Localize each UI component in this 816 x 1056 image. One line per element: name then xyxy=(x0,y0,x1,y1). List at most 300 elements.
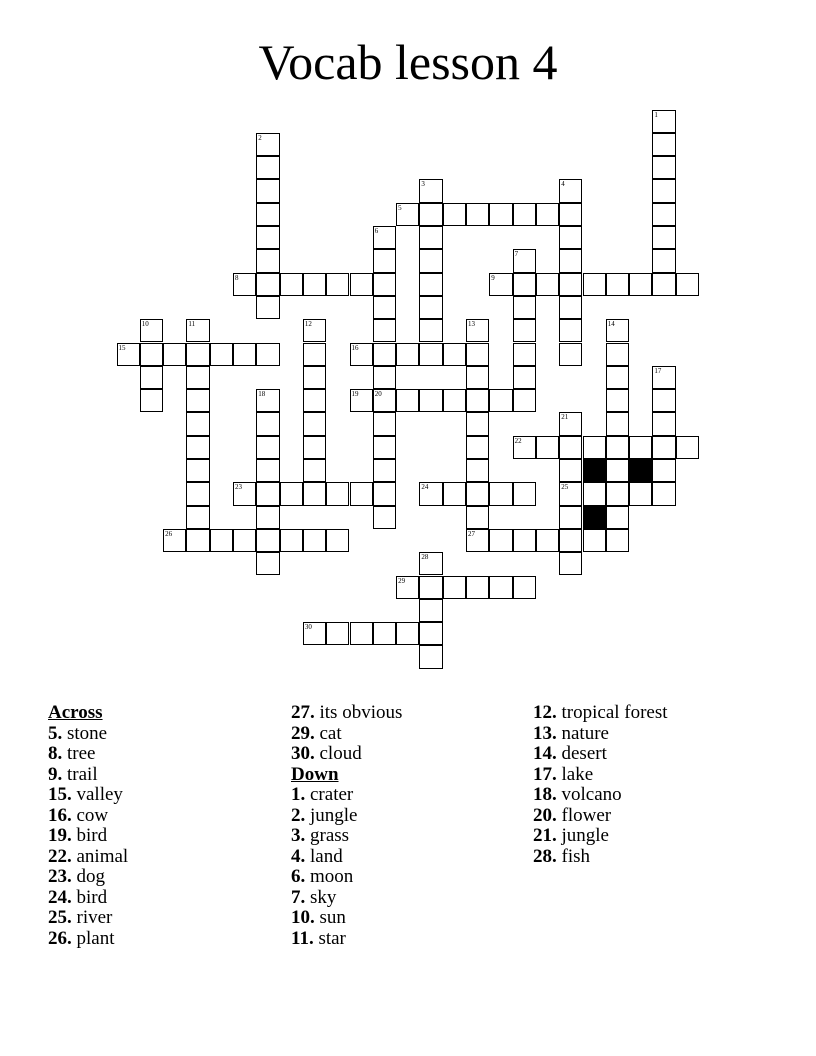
cell-number: 13 xyxy=(468,320,475,329)
across-clue xyxy=(48,806,128,827)
grid-cell[interactable] xyxy=(489,203,512,226)
grid-cell[interactable] xyxy=(559,319,582,342)
cell-number: 30 xyxy=(304,623,312,632)
cell-number: 14 xyxy=(607,320,615,329)
grid-cell[interactable] xyxy=(419,203,442,226)
grid-cell[interactable] xyxy=(396,203,419,226)
grid-cell[interactable] xyxy=(350,343,373,366)
grid-cell[interactable] xyxy=(466,319,489,342)
down-clue xyxy=(291,847,402,868)
clue-number: 30. xyxy=(291,743,315,764)
grid-cell[interactable] xyxy=(513,296,536,319)
grid-cell[interactable] xyxy=(280,482,303,505)
grid-cell[interactable] xyxy=(350,622,373,645)
clue-text: crater xyxy=(310,784,354,805)
cell-number: 19 xyxy=(351,390,359,399)
grid-cell[interactable] xyxy=(373,319,396,342)
black-square xyxy=(583,506,606,529)
clue-number: 16. xyxy=(48,804,72,826)
grid-cell[interactable] xyxy=(396,576,419,599)
grid-cell[interactable] xyxy=(256,226,279,249)
across-clue xyxy=(48,744,128,765)
clue-number: 14. xyxy=(533,743,557,764)
grid-cell[interactable] xyxy=(652,436,675,459)
grid-cell[interactable] xyxy=(513,436,536,459)
down-clue xyxy=(291,806,402,827)
grid-cell[interactable] xyxy=(536,273,559,296)
clue-text: tropical forest xyxy=(561,702,668,723)
grid-cell[interactable] xyxy=(419,273,442,296)
black-square xyxy=(583,459,606,482)
clue-text: its obvious xyxy=(319,702,403,723)
grid-cell[interactable] xyxy=(443,203,466,226)
clue-text: cat xyxy=(319,722,342,744)
grid-cell[interactable] xyxy=(559,506,582,529)
black-square xyxy=(629,459,652,482)
clue-number: 21. xyxy=(533,825,557,846)
grid-cell[interactable] xyxy=(419,226,442,249)
across-clue xyxy=(48,929,128,950)
grid-cell[interactable] xyxy=(489,389,512,412)
across-clue xyxy=(291,703,402,724)
clue-number: 18. xyxy=(533,784,557,805)
clue-number: 29. xyxy=(291,722,315,744)
grid-cell[interactable] xyxy=(606,366,629,389)
grid-cell[interactable] xyxy=(652,273,675,296)
grid-cell[interactable] xyxy=(140,366,163,389)
clue-number: 25. xyxy=(48,907,72,928)
grid-cell[interactable] xyxy=(256,412,279,435)
grid-cell[interactable] xyxy=(303,529,326,552)
grid-cell[interactable] xyxy=(419,389,442,412)
grid-cell[interactable] xyxy=(559,226,582,249)
grid-cell[interactable] xyxy=(652,482,675,505)
clues-column-1 xyxy=(48,703,128,949)
grid-cell[interactable] xyxy=(629,273,652,296)
grid-cell[interactable] xyxy=(303,482,326,505)
across-clue xyxy=(48,888,128,909)
grid-cell[interactable] xyxy=(140,319,163,342)
across-clue xyxy=(291,744,402,765)
grid-cell[interactable] xyxy=(303,622,326,645)
grid-cell[interactable] xyxy=(443,389,466,412)
grid-cell[interactable] xyxy=(559,529,582,552)
grid-cell[interactable] xyxy=(606,506,629,529)
grid-cell[interactable] xyxy=(419,343,442,366)
grid-cell[interactable] xyxy=(140,389,163,412)
grid-cell[interactable] xyxy=(303,319,326,342)
down-clue xyxy=(533,806,668,827)
grid-cell[interactable] xyxy=(163,529,186,552)
grid-cell[interactable] xyxy=(373,506,396,529)
clue-text: grass xyxy=(310,825,350,846)
clue-number: 24. xyxy=(48,886,72,908)
grid-cell[interactable] xyxy=(513,249,536,272)
clue-text: jungle xyxy=(310,804,358,826)
grid-cell[interactable] xyxy=(373,389,396,412)
grid-cell[interactable] xyxy=(256,273,279,296)
grid-cell[interactable] xyxy=(536,436,559,459)
grid-cell[interactable] xyxy=(559,249,582,272)
cell-number: 26 xyxy=(165,529,173,538)
down-clue xyxy=(533,765,668,786)
grid-cell[interactable] xyxy=(419,482,442,505)
grid-cell[interactable] xyxy=(303,436,326,459)
cell-number: 5 xyxy=(398,203,402,212)
grid-cell[interactable] xyxy=(466,343,489,366)
clue-number: 4. xyxy=(291,845,306,867)
grid-cell[interactable] xyxy=(466,389,489,412)
grid-cell[interactable] xyxy=(559,343,582,366)
grid-cell[interactable] xyxy=(373,622,396,645)
clue-number: 11. xyxy=(291,927,314,949)
grid-cell[interactable] xyxy=(256,459,279,482)
grid-cell[interactable] xyxy=(280,529,303,552)
grid-cell[interactable] xyxy=(536,203,559,226)
clue-number: 13. xyxy=(533,722,557,744)
grid-cell[interactable] xyxy=(559,436,582,459)
grid-cell[interactable] xyxy=(373,482,396,505)
clue-number: 3. xyxy=(291,825,306,846)
grid-cell[interactable] xyxy=(652,156,675,179)
grid-cell[interactable] xyxy=(350,482,373,505)
grid-cell[interactable] xyxy=(513,203,536,226)
grid-cell[interactable] xyxy=(373,273,396,296)
grid-cell[interactable] xyxy=(303,343,326,366)
cell-number: 20 xyxy=(374,390,382,399)
cell-number: 3 xyxy=(421,180,425,189)
grid-cell[interactable] xyxy=(419,296,442,319)
clue-number: 27. xyxy=(291,702,315,723)
grid-cell[interactable] xyxy=(186,319,209,342)
grid-cell[interactable] xyxy=(513,389,536,412)
clues-column-3 xyxy=(533,703,668,867)
grid-cell[interactable] xyxy=(652,203,675,226)
grid-cell[interactable] xyxy=(186,366,209,389)
clue-text: volcano xyxy=(561,784,622,805)
grid-cell[interactable] xyxy=(233,343,256,366)
grid-cell[interactable] xyxy=(676,436,699,459)
grid-cell[interactable] xyxy=(583,436,606,459)
grid-cell[interactable] xyxy=(140,343,163,366)
grid-cell[interactable] xyxy=(559,482,582,505)
grid-cell[interactable] xyxy=(652,110,675,133)
grid-cell[interactable] xyxy=(256,296,279,319)
cell-number: 27 xyxy=(468,529,475,538)
clue-number: 7. xyxy=(291,886,306,908)
grid-cell[interactable] xyxy=(606,529,629,552)
grid-cell[interactable] xyxy=(186,412,209,435)
grid-cell[interactable] xyxy=(256,389,279,412)
grid-cell[interactable] xyxy=(606,389,629,412)
grid-cell[interactable] xyxy=(303,366,326,389)
grid-cell[interactable] xyxy=(559,296,582,319)
across-clue xyxy=(48,765,128,786)
grid-cell[interactable] xyxy=(186,343,209,366)
grid-cell[interactable] xyxy=(583,273,606,296)
across-clue xyxy=(48,724,128,745)
grid-cell[interactable] xyxy=(466,482,489,505)
grid-cell[interactable] xyxy=(419,552,442,575)
cell-number: 24 xyxy=(421,483,429,492)
cell-number: 9 xyxy=(491,273,495,282)
grid-cell[interactable] xyxy=(256,343,279,366)
cell-number: 23 xyxy=(235,483,242,492)
down-clue xyxy=(533,703,668,724)
grid-cell[interactable] xyxy=(210,343,233,366)
grid-cell[interactable] xyxy=(396,343,419,366)
grid-cell[interactable] xyxy=(186,436,209,459)
grid-cell[interactable] xyxy=(466,506,489,529)
grid-cell[interactable] xyxy=(373,249,396,272)
grid-cell[interactable] xyxy=(256,552,279,575)
grid-cell[interactable] xyxy=(326,622,349,645)
cell-number: 25 xyxy=(561,483,569,492)
grid-cell[interactable] xyxy=(186,529,209,552)
grid-cell[interactable] xyxy=(326,482,349,505)
grid-cell[interactable] xyxy=(559,552,582,575)
down-clue xyxy=(533,744,668,765)
cell-number: 8 xyxy=(235,273,239,282)
grid-cell[interactable] xyxy=(256,482,279,505)
down-clue xyxy=(291,867,402,888)
grid-cell[interactable] xyxy=(559,412,582,435)
clues-column-2 xyxy=(291,703,402,949)
grid-cell[interactable] xyxy=(583,529,606,552)
down-clue xyxy=(291,785,402,806)
grid-cell[interactable] xyxy=(256,506,279,529)
clue-number: 28. xyxy=(533,845,557,867)
grid-cell[interactable] xyxy=(326,273,349,296)
cell-number: 15 xyxy=(118,343,126,352)
grid-cell[interactable] xyxy=(117,343,140,366)
grid-cell[interactable] xyxy=(536,529,559,552)
grid-cell[interactable] xyxy=(606,319,629,342)
grid-cell[interactable] xyxy=(419,599,442,622)
grid-cell[interactable] xyxy=(373,459,396,482)
grid-cell[interactable] xyxy=(233,529,256,552)
grid-cell[interactable] xyxy=(256,179,279,202)
cell-number: 7 xyxy=(514,250,519,259)
grid-cell[interactable] xyxy=(629,436,652,459)
clue-number: 19. xyxy=(48,825,72,846)
grid-cell[interactable] xyxy=(489,529,512,552)
clue-text: lake xyxy=(561,763,594,785)
across-clue xyxy=(48,867,128,888)
grid-cell[interactable] xyxy=(606,459,629,482)
clue-number: 17. xyxy=(533,763,557,785)
grid-cell[interactable] xyxy=(233,273,256,296)
cell-number: 11 xyxy=(188,320,196,329)
down-clue xyxy=(291,908,402,929)
clue-text: cow xyxy=(76,804,109,826)
clue-number: 8. xyxy=(48,743,63,764)
grid-cell[interactable] xyxy=(256,249,279,272)
grid-cell[interactable] xyxy=(373,412,396,435)
cell-number: 21 xyxy=(561,413,569,422)
grid-cell[interactable] xyxy=(186,389,209,412)
grid-cell[interactable] xyxy=(326,529,349,552)
grid-cell[interactable] xyxy=(373,436,396,459)
grid-cell[interactable] xyxy=(186,482,209,505)
grid-cell[interactable] xyxy=(419,319,442,342)
grid-cell[interactable] xyxy=(513,529,536,552)
grid-cell[interactable] xyxy=(466,366,489,389)
grid-cell[interactable] xyxy=(652,366,675,389)
grid-cell[interactable] xyxy=(652,249,675,272)
grid-cell[interactable] xyxy=(466,203,489,226)
grid-cell[interactable] xyxy=(489,482,512,505)
grid-cell[interactable] xyxy=(303,273,326,296)
clue-number: 26. xyxy=(48,927,72,949)
clue-number: 12. xyxy=(533,702,557,723)
grid-cell[interactable] xyxy=(186,506,209,529)
grid-cell[interactable] xyxy=(303,459,326,482)
grid-cell[interactable] xyxy=(350,389,373,412)
grid-cell[interactable] xyxy=(466,436,489,459)
clue-text: fish xyxy=(561,845,590,867)
grid-cell[interactable] xyxy=(606,436,629,459)
clue-text: bird xyxy=(76,886,108,908)
grid-cell[interactable] xyxy=(652,389,675,412)
grid-cell[interactable] xyxy=(373,366,396,389)
grid-cell[interactable] xyxy=(606,412,629,435)
clue-text: bird xyxy=(76,825,108,846)
grid-cell[interactable] xyxy=(233,482,256,505)
cell-number: 10 xyxy=(141,320,149,329)
grid-cell[interactable] xyxy=(419,645,442,668)
grid-cell[interactable] xyxy=(443,482,466,505)
grid-cell[interactable] xyxy=(466,529,489,552)
grid-cell[interactable] xyxy=(652,133,675,156)
clue-text: cloud xyxy=(319,743,362,764)
cell-number: 1 xyxy=(654,110,658,119)
cell-number: 22 xyxy=(514,436,522,445)
grid-cell[interactable] xyxy=(513,366,536,389)
grid-cell[interactable] xyxy=(583,482,606,505)
down-heading: Down xyxy=(291,763,339,785)
grid-cell[interactable] xyxy=(466,459,489,482)
grid-cell[interactable] xyxy=(419,179,442,202)
down-clue xyxy=(533,785,668,806)
cell-number: 2 xyxy=(258,133,262,142)
grid-cell[interactable] xyxy=(163,343,186,366)
across-clue xyxy=(291,724,402,745)
down-clue xyxy=(533,847,668,868)
clue-text: moon xyxy=(310,866,354,887)
clue-text: jungle xyxy=(561,825,609,846)
grid-cell[interactable] xyxy=(606,273,629,296)
grid-cell[interactable] xyxy=(489,273,512,296)
grid-cell[interactable] xyxy=(652,459,675,482)
grid-cell[interactable] xyxy=(676,273,699,296)
grid-cell[interactable] xyxy=(373,296,396,319)
down-clue xyxy=(533,826,668,847)
grid-cell[interactable] xyxy=(419,249,442,272)
grid-cell[interactable] xyxy=(256,436,279,459)
grid-cell[interactable] xyxy=(419,622,442,645)
clue-text: land xyxy=(310,845,343,867)
clue-number: 10. xyxy=(291,907,315,928)
grid-cell[interactable] xyxy=(256,156,279,179)
clue-text: desert xyxy=(561,743,607,764)
grid-cell[interactable] xyxy=(396,622,419,645)
grid-cell[interactable] xyxy=(489,576,512,599)
grid-cell[interactable] xyxy=(629,482,652,505)
grid-cell[interactable] xyxy=(513,482,536,505)
cell-number: 4 xyxy=(561,180,565,189)
grid-cell[interactable] xyxy=(466,412,489,435)
across-clue xyxy=(48,908,128,929)
grid-cell[interactable] xyxy=(186,459,209,482)
grid-cell[interactable] xyxy=(303,412,326,435)
grid-cell[interactable] xyxy=(559,459,582,482)
grid-cell[interactable] xyxy=(443,343,466,366)
clue-text: stone xyxy=(67,722,108,744)
clue-text: dog xyxy=(76,866,105,887)
across-clue xyxy=(48,826,128,847)
grid-cell[interactable] xyxy=(606,343,629,366)
grid-cell[interactable] xyxy=(350,273,373,296)
grid-cell[interactable] xyxy=(396,389,419,412)
grid-cell[interactable] xyxy=(652,412,675,435)
grid-cell[interactable] xyxy=(513,343,536,366)
down-clue xyxy=(533,724,668,745)
grid-cell[interactable] xyxy=(373,343,396,366)
down-clue xyxy=(291,929,402,950)
cell-number: 12 xyxy=(304,320,312,329)
grid-cell[interactable] xyxy=(280,273,303,296)
grid-cell[interactable] xyxy=(513,273,536,296)
cell-number: 29 xyxy=(398,576,406,585)
grid-cell[interactable] xyxy=(559,179,582,202)
cell-number: 17 xyxy=(654,366,662,375)
clue-text: nature xyxy=(561,722,609,744)
grid-cell[interactable] xyxy=(256,133,279,156)
grid-cell[interactable] xyxy=(559,203,582,226)
grid-cell[interactable] xyxy=(443,576,466,599)
grid-cell[interactable] xyxy=(513,576,536,599)
grid-cell[interactable] xyxy=(256,529,279,552)
grid-cell[interactable] xyxy=(652,179,675,202)
clue-text: star xyxy=(318,927,346,949)
across-heading: Across xyxy=(48,702,103,723)
clue-number: 2. xyxy=(291,804,306,826)
clue-text: river xyxy=(76,907,113,928)
clue-number: 9. xyxy=(48,763,63,785)
grid-cell[interactable] xyxy=(606,482,629,505)
grid-cell[interactable] xyxy=(652,226,675,249)
clue-number: 15. xyxy=(48,784,72,805)
cell-number: 6 xyxy=(374,227,379,235)
clue-number: 6. xyxy=(291,866,306,887)
grid-cell[interactable] xyxy=(256,203,279,226)
clue-text: sun xyxy=(319,907,346,928)
clue-number: 22. xyxy=(48,845,72,867)
grid-cell[interactable] xyxy=(419,576,442,599)
grid-cell[interactable] xyxy=(303,389,326,412)
clue-text: sky xyxy=(310,886,337,908)
cell-number: 28 xyxy=(421,553,429,562)
grid-cell[interactable] xyxy=(466,576,489,599)
grid-cell[interactable] xyxy=(373,226,396,249)
down-clue xyxy=(291,826,402,847)
grid-cell[interactable] xyxy=(210,529,233,552)
grid-cell[interactable] xyxy=(559,273,582,296)
grid-cell[interactable] xyxy=(513,319,536,342)
clue-number: 23. xyxy=(48,866,72,887)
across-clue xyxy=(48,785,128,806)
